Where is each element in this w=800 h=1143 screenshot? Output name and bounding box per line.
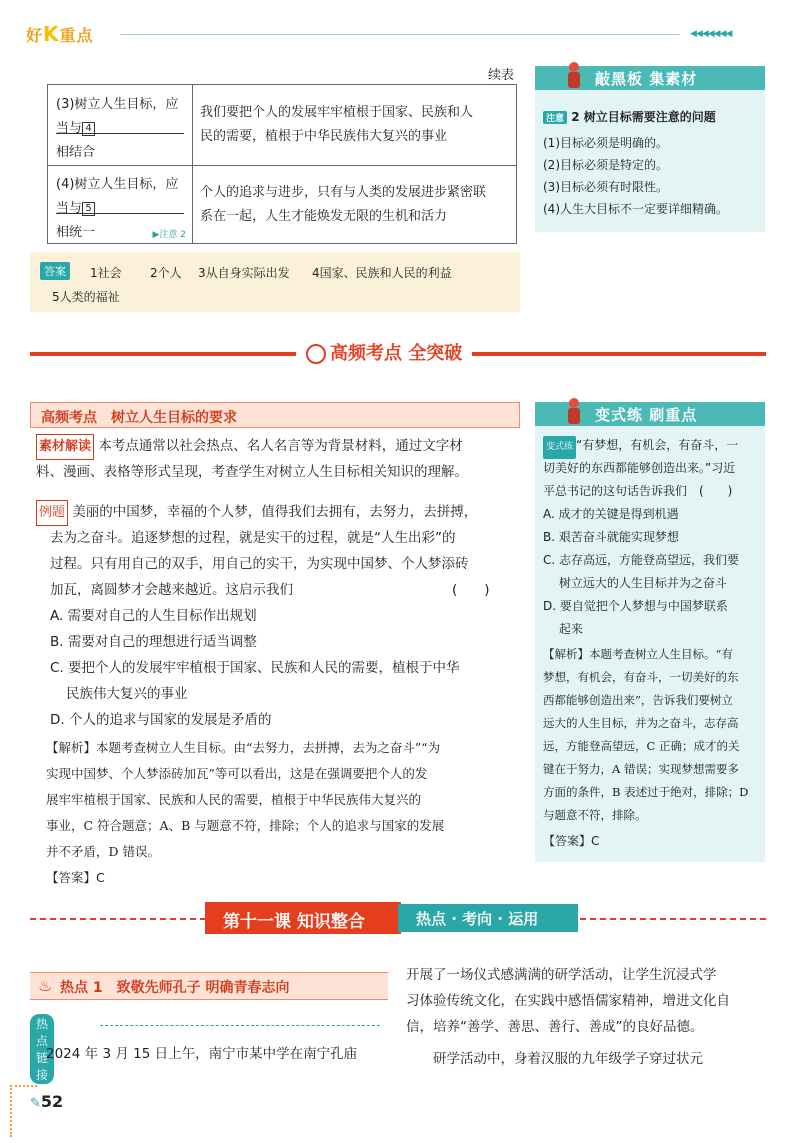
swirl-icon bbox=[306, 344, 326, 364]
table-row bbox=[48, 165, 516, 243]
tip-panel bbox=[535, 66, 765, 232]
table-cell-text: 系在一起，人生才能焕发无限的生机和活力 bbox=[200, 209, 448, 224]
row-label-line: (3)树立人生目标，应 bbox=[56, 97, 179, 112]
option-d[interactable]: D. 个人的追求与国家的发展是矛盾的 bbox=[50, 712, 272, 728]
practice-tag: 变式练 bbox=[543, 436, 576, 459]
lesson-sub-banner bbox=[398, 904, 578, 932]
answer-item: 1社会 bbox=[90, 266, 122, 280]
lesson-title-banner bbox=[205, 902, 401, 934]
answer-item: 5人类的福祉 bbox=[52, 290, 120, 304]
practice-analysis: 远，方能登高望远，C 正确；成才的关 bbox=[543, 739, 740, 753]
analysis-line: 展牢牢植根于国家、民族和人民的需要，植根于中华民族伟大复兴的 bbox=[46, 792, 422, 807]
analysis-line: 事业，C 符合题意；A、B 与题意不符，排除；个人的追求与国家的发展 bbox=[46, 818, 445, 833]
hot-link-text: 2024 年 3 月 15 日上午，南宁市某中学在南宁孔庙 bbox=[46, 1046, 358, 1062]
teacher-icon bbox=[561, 60, 587, 90]
material-tag: 素材解读 bbox=[36, 434, 94, 460]
practice-analysis: 西都能够创造出来”，告诉我们要树立 bbox=[543, 693, 733, 707]
row-label-line: (4)树立人生目标，应 bbox=[56, 177, 179, 192]
example-line: 例题 美丽的中国梦，幸福的个人梦，值得我们去拥有，去努力，去拼搏， bbox=[36, 500, 477, 526]
answer-item: 2个人 bbox=[150, 266, 182, 280]
practice-option[interactable]: C. 志存高远，方能登高望远，我们要 bbox=[543, 553, 740, 567]
text-line: 研学活动中，身着汉服的九年级学子穿过状元 bbox=[406, 1051, 703, 1067]
panel-header bbox=[535, 402, 765, 426]
analysis-line: 【解析】本题考查树立人生目标。由“去努力，去拼搏，去为之奋斗”“为 bbox=[46, 740, 441, 755]
answer-paren: ( ) bbox=[452, 582, 490, 598]
practice-option[interactable]: A. 成才的关键是得到机遇 bbox=[543, 507, 679, 521]
blank-box-5: 5 bbox=[82, 202, 95, 216]
row-label-line: 相结合 bbox=[56, 145, 96, 160]
panel-title: 变式练 刷重点 bbox=[595, 406, 698, 424]
pen-icon: ✎ bbox=[30, 1096, 41, 1111]
row-label-line: 相统一 bbox=[56, 225, 96, 240]
practice-analysis: 远大的人生目标，并为之奋斗，志存高 bbox=[543, 716, 739, 730]
answer-item: 4国家、民族和人民的利益 bbox=[312, 266, 452, 280]
row-label-line: 当与 5 bbox=[56, 197, 95, 216]
practice-q: 切美好的东西都能够创造出来。”习近 bbox=[543, 461, 736, 475]
practice-analysis: 与题意不符，排除。 bbox=[543, 808, 647, 822]
practice-panel bbox=[535, 402, 765, 862]
table-row bbox=[48, 85, 516, 166]
option-b[interactable]: B. 需要对自己的理想进行适当调整 bbox=[50, 634, 257, 650]
practice-option-cont: 起来 bbox=[543, 622, 583, 636]
header-arrows: ◀◀◀◀◀◀◀ bbox=[690, 29, 732, 39]
panel-header bbox=[535, 66, 765, 90]
panel-title: 敲黑板 集素材 bbox=[595, 70, 698, 88]
answer-box bbox=[30, 252, 520, 312]
note-heading: 注意 2 树立目标需要注意的问题 bbox=[543, 108, 716, 125]
example-line: 去为之奋斗。追逐梦想的过程，就是实干的过程，就是“人生出彩”的 bbox=[50, 530, 456, 546]
header-rule bbox=[120, 34, 680, 35]
practice-analysis: 键在于努力，A 错误；实现梦想需要多 bbox=[543, 762, 739, 776]
practice-option[interactable]: D. 要自觉把个人梦想与中国梦联系 bbox=[543, 599, 728, 613]
hot-link-rule bbox=[100, 1025, 380, 1026]
practice-answer: 【答案】C bbox=[543, 834, 600, 848]
hot-topic-bar bbox=[30, 972, 388, 1000]
analysis-line: 实现中国梦、个人梦添砖加瓦”等可以看出，这是在强调要把个人的发 bbox=[46, 766, 428, 781]
practice-analysis: 方面的条件，B 表述过于绝对，排除；D bbox=[543, 785, 749, 799]
row-label-line: 当与 4 bbox=[56, 117, 95, 136]
note-item: (2)目标必须是特定的。 bbox=[543, 158, 668, 172]
example-tag: 例题 bbox=[36, 500, 68, 526]
note-ref[interactable]: ▶注意 2 bbox=[152, 230, 186, 240]
hot-point-title: 高频考点 树立人生目标的要求 bbox=[41, 410, 237, 426]
text-line: 信，培养“善学、善思、善行、善成”的良好品德。 bbox=[406, 1019, 704, 1035]
example-answer: 【答案】C bbox=[46, 870, 105, 885]
option-c-cont: 民族伟大复兴的事业 bbox=[66, 686, 188, 702]
hot-point-title-bar bbox=[30, 402, 520, 428]
table-cell-text: 我们要把个人的发展牢牢植根于国家、民族和人 bbox=[200, 105, 474, 120]
fill-blank-line bbox=[56, 133, 184, 134]
material-intro: 素材解读 本考点通常以社会热点、名人名言等为背景材料，通过文字材 bbox=[36, 434, 463, 460]
blank-box-4: 4 bbox=[82, 122, 95, 136]
fill-blank-line bbox=[56, 213, 184, 214]
practice-analysis: 【解析】本题考查树立人生目标。“有 bbox=[543, 647, 733, 661]
hot-link-tag: 热点链接 bbox=[30, 1014, 54, 1084]
table-cell-text: 民的需要，植根于中华民族伟大复兴的事业 bbox=[200, 129, 448, 144]
hot-topic-title: 热点 1 致敬先师孔子 明确青春志向 bbox=[60, 980, 290, 996]
analysis-line: 并不矛盾，D 错误。 bbox=[46, 844, 160, 859]
option-a[interactable]: A. 需要对自己的人生目标作出规划 bbox=[50, 608, 257, 624]
option-c[interactable]: C. 要把个人的发展牢牢植根于国家、民族和人民的需要，植根于中华 bbox=[50, 660, 460, 676]
note-item: (4)人生大目标不一定要详细精确。 bbox=[543, 202, 728, 216]
note-item: (3)目标必须有时限性。 bbox=[543, 180, 668, 194]
flame-icon: ♨ bbox=[38, 976, 53, 995]
example-line: 加瓦，离圆梦才会越来越近。这启示我们 bbox=[50, 582, 293, 598]
continued-label: 续表 bbox=[488, 68, 515, 83]
lesson-subtitle: 热点 · 考向 · 运用 bbox=[416, 910, 539, 928]
goal-table bbox=[47, 84, 517, 244]
practice-q: 平总书记的这句话告诉我们 ( ) bbox=[543, 484, 733, 498]
lesson-title: 第十一课 知识整合 bbox=[223, 912, 365, 932]
material-intro-cont: 料、漫画、表格等形式呈现，考查学生对树立人生目标相关知识的理解。 bbox=[36, 464, 468, 480]
teacher-icon bbox=[561, 396, 587, 426]
text-line: 开展了一场仪式感满满的研学活动，让学生沉浸式学 bbox=[406, 967, 717, 983]
note-item: (1)目标必须是明确的。 bbox=[543, 136, 668, 150]
book-logo: 好K重点 bbox=[26, 22, 94, 46]
practice-q: 变式练 “有梦想，有机会，有奋斗，一 bbox=[543, 434, 738, 459]
answer-tag: 答案 bbox=[40, 262, 70, 280]
right-column-text bbox=[406, 962, 766, 1072]
example-line: 过程。只有用自己的双手，用自己的实干，为实现中国梦、个人梦添砖 bbox=[50, 556, 469, 572]
practice-analysis: 梦想，有机会，有奋斗，一切美好的东 bbox=[543, 670, 739, 684]
section-title: 高频考点 全突破 bbox=[296, 339, 472, 365]
table-cell-text: 个人的追求与进步，只有与人类的发展进步紧密联 bbox=[200, 185, 487, 200]
practice-option[interactable]: B. 艰苦奋斗就能实现梦想 bbox=[543, 530, 679, 544]
note-tag: 注意 bbox=[543, 111, 567, 124]
answer-item: 3从自身实际出发 bbox=[198, 266, 290, 280]
text-line: 习体验传统文化，在实践中感悟儒家精神，增进文化自 bbox=[406, 993, 730, 1009]
practice-option-cont: 树立远大的人生目标并为之奋斗 bbox=[543, 576, 727, 590]
page-number: ✎52 bbox=[30, 1092, 64, 1111]
